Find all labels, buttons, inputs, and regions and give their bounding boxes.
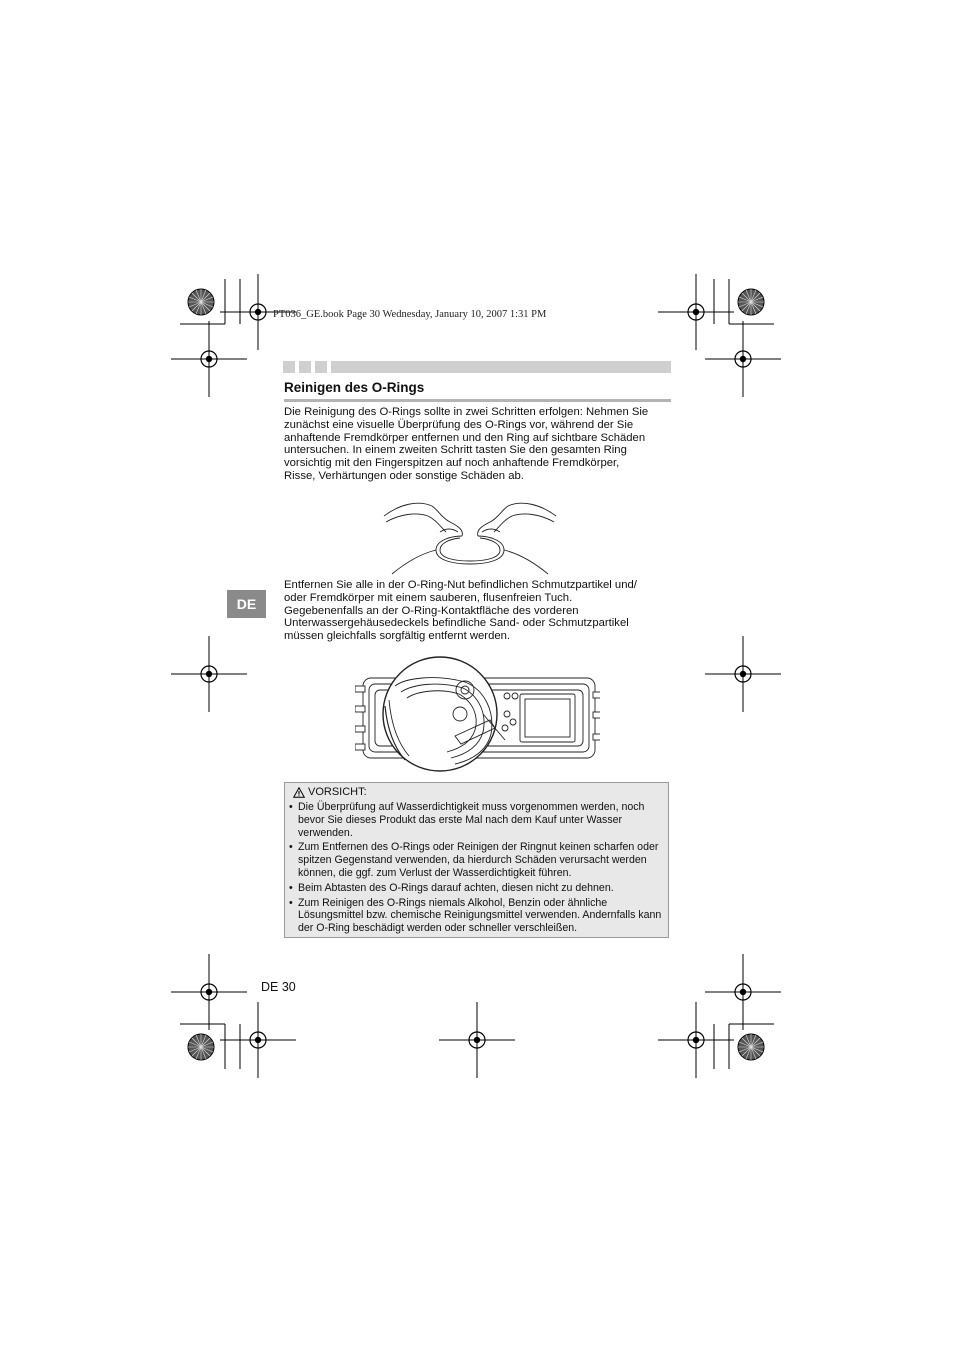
header-square — [315, 361, 327, 373]
registration-crosshair-icon — [220, 1002, 296, 1078]
caution-item: • Die Überprüfung auf Wasserdichtigkeit muss vorgenommen werden, noch bevor Sie dieses Produkt das erste Mal nach dem Kauf unter Wasser verwenden. — [289, 801, 645, 839]
caution-box — [284, 782, 669, 938]
section-title: Reinigen des O-Rings — [284, 380, 425, 395]
o-ring-hands-illustration — [380, 492, 560, 576]
registration-crosshair-icon — [658, 1002, 734, 1078]
title-underline — [284, 399, 671, 402]
caution-item: • Zum Entfernen des O-Rings oder Reinigen der Ringnut keinen scharfen oder spitzen Gegenstand verwenden, da hierdurch Schäden verursacht werden können, die ggf. zum Verlust der Wasserdichtigkeit führen. — [289, 841, 659, 879]
registration-starburst-icon — [188, 1034, 214, 1060]
registration-crosshair-icon — [705, 636, 781, 712]
registration-crosshair-icon — [705, 954, 781, 1030]
intro-paragraph: Die Reinigung des O-Rings sollte in zwei Schritten erfolgen: Nehmen Sie zunächst eine visuelle Überprüfung des O-Rings vor, während der Sie anhaftende Fremdkörper entfernen und den Ring auf sichtbare Schäden untersuchen. In einem zweiten Schritt tasten Sie den gesamten Ring vorsichtig mit den Fingerspitzen auf noch anhaftende Fremdkörper, Risse, Verhärtungen oder sonstige Schäden ab. — [284, 406, 649, 482]
registration-crosshair-icon — [658, 274, 734, 350]
section-header-bar — [283, 361, 671, 373]
registration-starburst-icon — [738, 289, 764, 315]
registration-crosshair-icon — [705, 321, 781, 397]
caution-item: • Zum Reinigen des O-Rings niemals Alkohol, Benzin oder ähnliche Lösungsmittel bzw. chemische Reinigungsmittel verwenden. Andernfalls kann der O-Ring beschädigt werden oder schneller verschleißen. — [289, 896, 662, 935]
header-square — [299, 361, 311, 373]
caution-item: • Beim Abtasten des O-Rings darauf achten, diesen nicht zu dehnen. — [289, 881, 614, 894]
header-square — [283, 361, 295, 373]
caution-item-text: Zum Reinigen des O-Rings niemals Alkohol, Benzin oder ähnliche Lösungsmittel bzw. chemische Reinigungsmittel verwenden. Andernfalls kann der O-Ring beschädigt werden oder schneller verschleißen. — [298, 896, 662, 935]
registration-crosshair-icon — [171, 954, 247, 1030]
registration-crosshair-icon — [439, 1002, 515, 1078]
housing-groove-illustration — [355, 656, 600, 772]
caution-item-text: Die Überprüfung auf Wasserdichtigkeit muss vorgenommen werden, noch bevor Sie dieses Produkt das erste Mal nach dem Kauf unter Wasser verwenden. — [298, 801, 645, 839]
registration-starburst-icon — [738, 1034, 764, 1060]
warning-triangle-icon — [293, 787, 305, 798]
caution-heading-text: VORSICHT: — [308, 786, 367, 798]
registration-crosshair-icon — [171, 636, 247, 712]
caution-item-text: Beim Abtasten des O-Rings darauf achten, diesen nicht zu dehnen. — [298, 881, 614, 894]
print-header-line: PT036_GE.book Page 30 Wednesday, January 10, 2007 1:31 PM — [273, 309, 547, 320]
registration-starburst-icon — [188, 289, 214, 315]
caution-list — [288, 801, 666, 937]
caution-item-text: Zum Entfernen des O-Rings oder Reinigen der Ringnut keinen scharfen oder spitzen Gegenstand verwenden, da hierdurch Schäden verursacht werden können, die ggf. zum Verlust der Wasserdichtigkeit führen. — [298, 841, 659, 879]
page-number: DE 30 — [261, 980, 296, 994]
caution-heading — [293, 786, 367, 798]
header-bar-long — [331, 361, 671, 373]
registration-crosshair-icon — [171, 321, 247, 397]
cleaning-paragraph: Entfernen Sie alle in der O-Ring-Nut befindlichen Schmutzpartikel und/ oder Fremdkörper mit einem sauberen, flusenfreien Tuch. Gegebenenfalls an der O-Ring-Kontaktfläche des vorderen Unterwassergehäusedeckels befindliche Sand- oder Schmutzpartikel müssen gleichfalls sorgfältig entfernt werden. — [284, 579, 637, 643]
language-tab-de: DE — [227, 590, 266, 618]
